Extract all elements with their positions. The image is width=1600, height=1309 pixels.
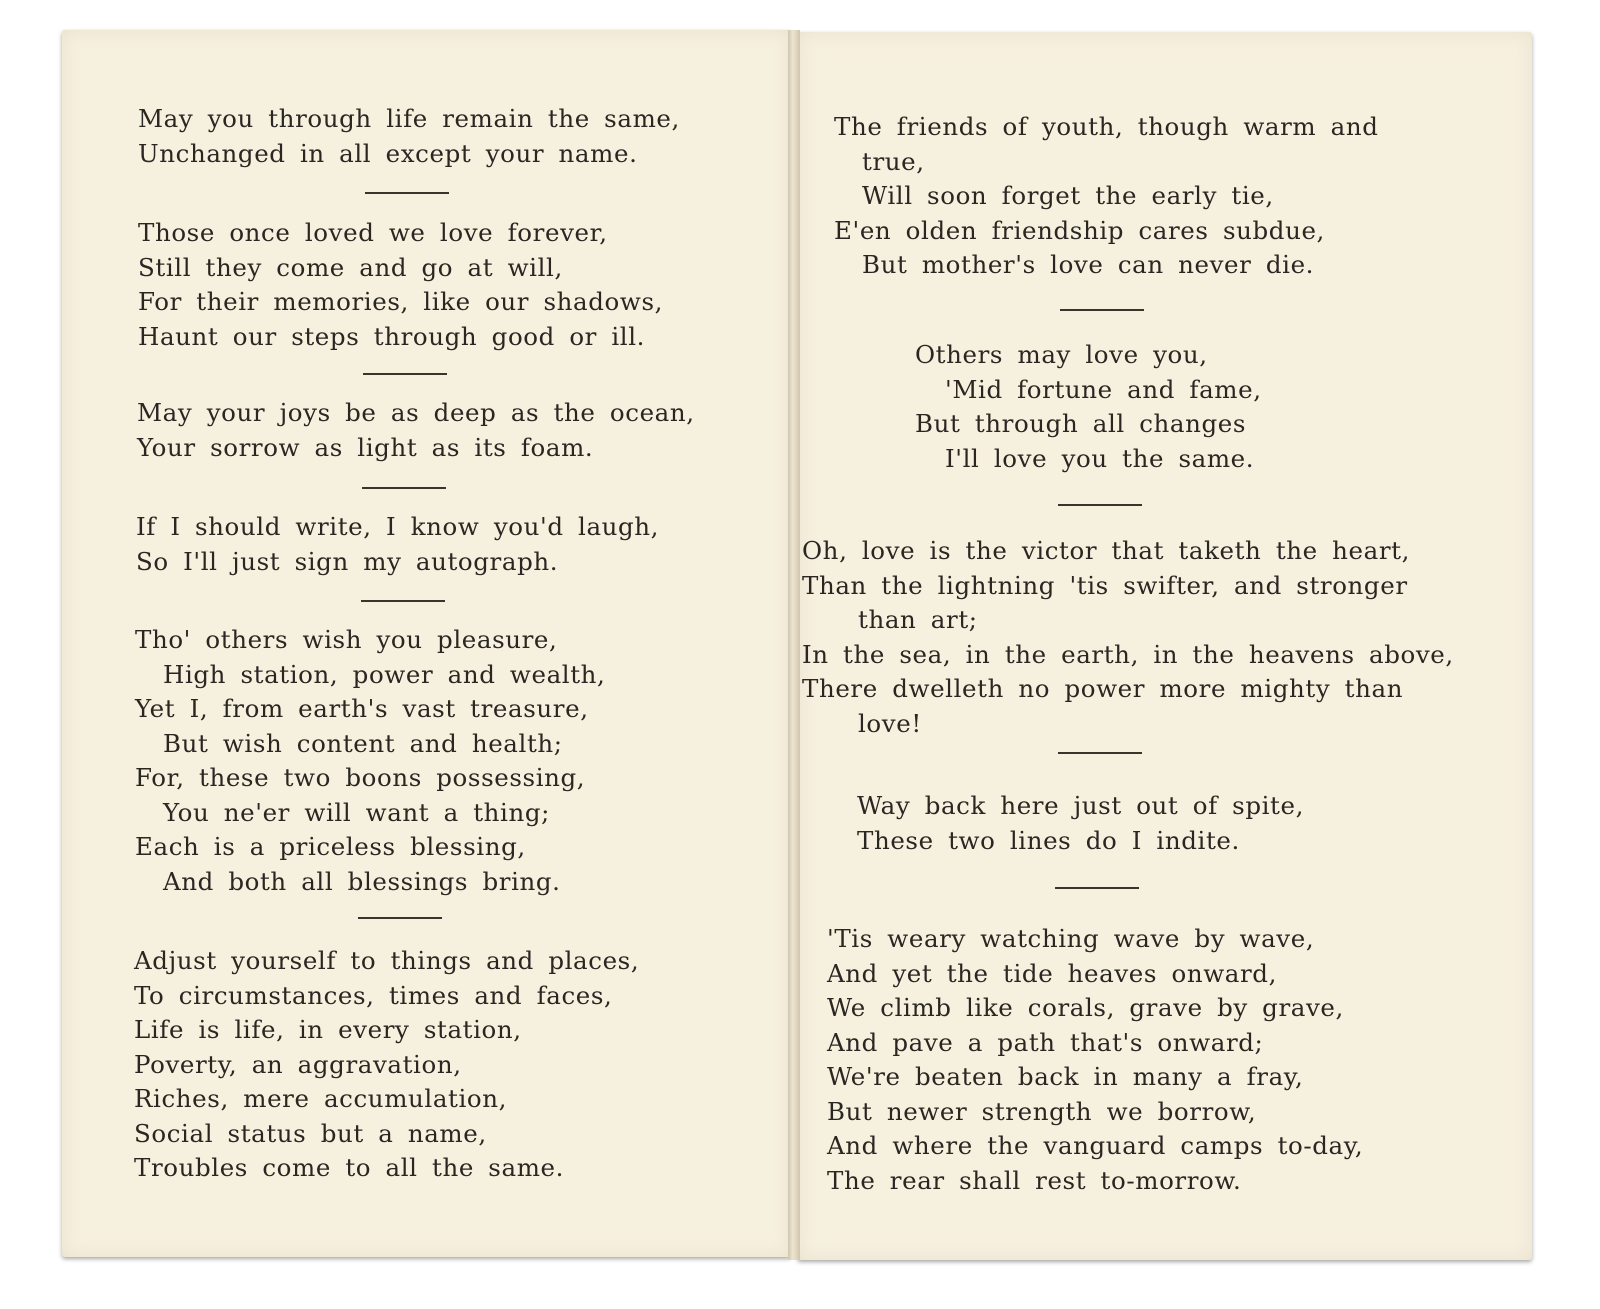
verse-line: Way back here just out of spite, [857, 791, 1304, 820]
verse-line: For their memories, like our shadows, [138, 287, 664, 316]
verse-line: If I should write, I know you'd laugh, [136, 512, 660, 541]
verse-line: true, [862, 146, 925, 176]
verse [135, 623, 605, 899]
verse-line: In the sea, in the earth, in the heavens above, [802, 639, 1454, 669]
verse [857, 789, 1304, 858]
verse [138, 216, 663, 354]
verse-line: So I'll just sign my autograph. [136, 546, 559, 576]
verse-line: For, these two boons possessing, [135, 763, 586, 792]
verse-line: Adjust yourself to things and places, [134, 946, 640, 975]
verse-line: Haunt our steps through good or ill. [138, 321, 646, 351]
verse-line: But wish content and health; [163, 728, 563, 758]
verse-divider [1058, 752, 1142, 754]
verse [136, 510, 659, 579]
verse-line: 'Mid fortune and fame, [945, 374, 1262, 404]
verse-line: Life is life, in every station, [134, 1015, 522, 1044]
verse-line: There dwelleth no power more mighty than [802, 674, 1404, 703]
verse-line: May your joys be as deep as the ocean, [137, 398, 695, 427]
verse-line: But newer strength we borrow, [827, 1096, 1257, 1126]
verse-line: And yet the tide heaves onward, [827, 958, 1277, 988]
verse-line: 'Tis weary watching wave by wave, [827, 924, 1315, 953]
verse-line: These two lines do I indite. [857, 825, 1240, 855]
verse-line: And where the vanguard camps to-day, [827, 1131, 1364, 1160]
verse-line: E'en olden friendship cares subdue, [834, 215, 1325, 245]
verse-line: High station, power and wealth, [163, 659, 606, 689]
book-gutter [788, 30, 800, 1260]
verse-divider [365, 192, 449, 194]
verse-line: Your sorrow as light as its foam. [137, 432, 594, 462]
verse-line: To circumstances, times and faces, [134, 980, 613, 1010]
verse [834, 110, 1379, 283]
verse-line: Social status but a name, [134, 1118, 487, 1148]
verse-line: love! [858, 708, 922, 738]
verse [802, 534, 1454, 741]
verse [138, 102, 680, 171]
verse-line: May you through life remain the same, [138, 104, 680, 133]
verse-line: I'll love you the same. [945, 443, 1255, 473]
verse-line: And both all blessings bring. [163, 866, 561, 896]
verse-line: Than the lightning 'tis swifter, and stronger [802, 570, 1408, 600]
verse-line: Poverty, an aggravation, [134, 1049, 462, 1079]
verse-line: But through all changes [915, 409, 1247, 438]
verse-line: The rear shall rest to-morrow. [827, 1165, 1242, 1195]
verse-line: We're beaten back in many a fray, [827, 1062, 1304, 1091]
verse-line: We climb like corals, grave by grave, [827, 993, 1344, 1022]
verse-divider [358, 917, 442, 919]
verse-divider [361, 600, 445, 602]
verse [137, 396, 695, 465]
verse [827, 922, 1363, 1198]
verse-line: Yet I, from earth's vast treasure, [135, 694, 589, 723]
verse-line: Others may love you, [915, 340, 1208, 369]
verse-divider [1060, 309, 1144, 311]
verse-line: Tho' others wish you pleasure, [135, 625, 558, 654]
verse-line: Each is a priceless blessing, [135, 832, 526, 861]
verse-line: You ne'er will want a thing; [163, 797, 551, 827]
verse-line: Still they come and go at will, [138, 252, 563, 282]
verse-divider [363, 373, 447, 375]
verse-line: Oh, love is the victor that taketh the heart, [802, 536, 1410, 565]
verse-line: Unchanged in all except your name. [138, 138, 638, 168]
verse-line: Will soon forget the early tie, [862, 181, 1274, 210]
verse-divider [1058, 504, 1142, 506]
verse-line: Those once loved we love forever, [138, 218, 608, 247]
verse [915, 338, 1262, 476]
verse [134, 944, 639, 1186]
verse-line: Troubles come to all the same. [134, 1153, 565, 1182]
verse-line: But mother's love can never die. [862, 250, 1315, 279]
verse-divider [1055, 887, 1139, 889]
verse-divider [362, 487, 446, 489]
verse-line: The friends of youth, though warm and [834, 112, 1379, 141]
verse-line: Riches, mere accumulation, [134, 1084, 508, 1113]
verse-line: than art; [858, 605, 978, 634]
verse-line: And pave a path that's onward; [827, 1027, 1264, 1057]
